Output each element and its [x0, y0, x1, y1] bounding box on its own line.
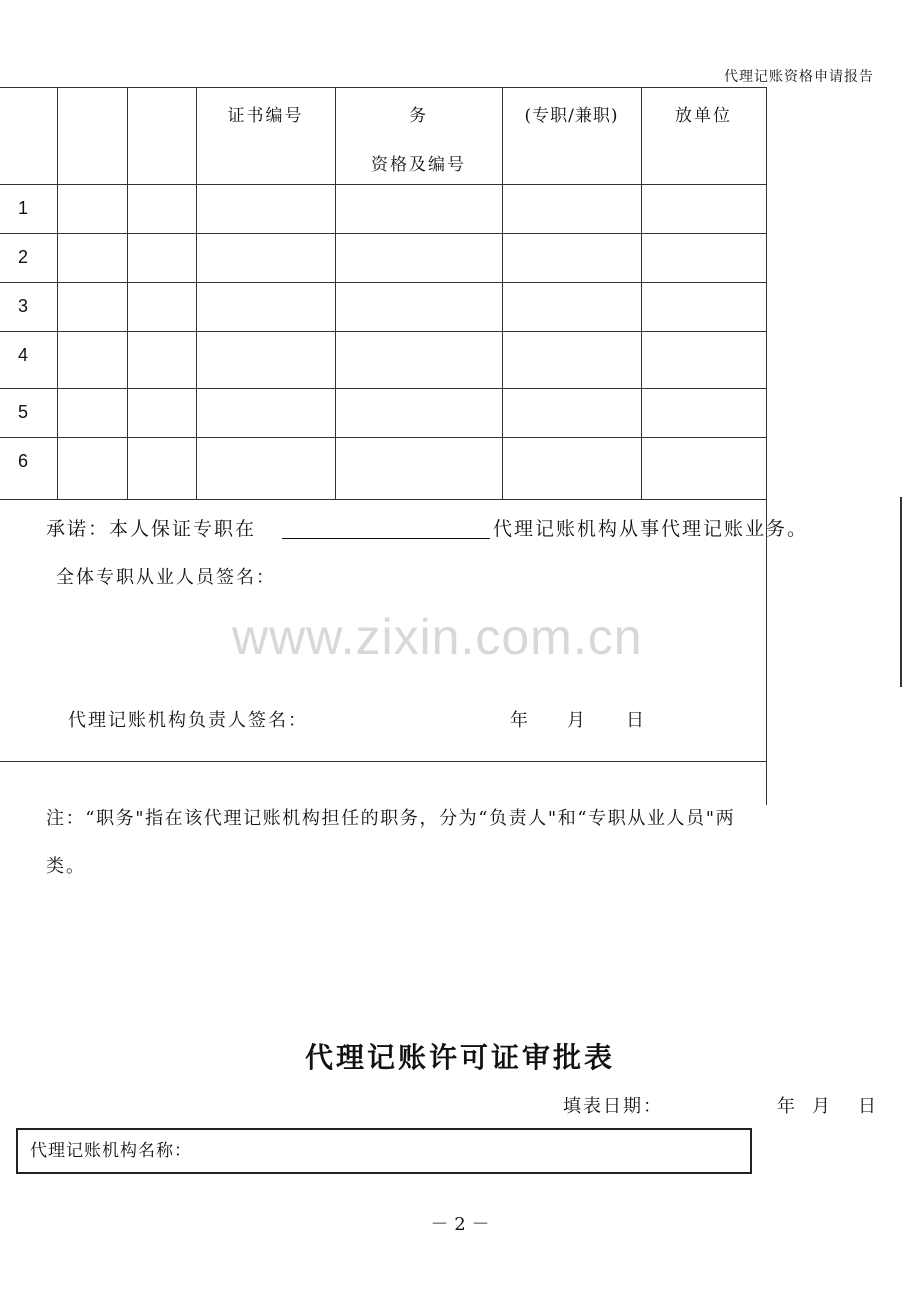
head-signature-label: 代理记账机构负责人签名：: [68, 710, 308, 731]
table-row-number: 3: [18, 296, 29, 316]
document-header-title: 代理记账资格申请报告: [724, 69, 874, 85]
table-row-number: 2: [18, 247, 29, 267]
table-row-number: 4: [18, 345, 29, 365]
agency-name-field[interactable]: [16, 1128, 752, 1174]
pledge-suffix: 代理记账机构从事代理记账业务。: [493, 518, 809, 540]
page-edge-marker: [900, 497, 902, 687]
table-row-divider: [0, 388, 767, 389]
fill-date-month: 月: [812, 1096, 832, 1117]
table-row-divider: [0, 233, 767, 234]
header-duty: 务: [409, 106, 428, 126]
fill-date-day: 日: [858, 1096, 878, 1117]
table-row-number: 1: [18, 198, 29, 218]
approval-form-title: 代理记账许可证审批表: [304, 1041, 615, 1074]
table-column-divider: [127, 87, 128, 500]
page-number: － 2 －: [430, 1214, 490, 1235]
table-row-number: 6: [18, 451, 29, 471]
table-border-bottom: [0, 761, 767, 762]
table-row-divider: [0, 331, 767, 332]
fill-date-year: 年: [777, 1096, 797, 1117]
signature-month: 月: [567, 710, 587, 731]
table-column-divider: [196, 87, 197, 500]
table-right-border: [766, 87, 767, 805]
table-row-number: 5: [18, 402, 29, 422]
note-line-1: 注：“职务"指在该代理记账机构担任的职务，分为“负责人"和“专职从业人员"两: [46, 808, 736, 829]
fill-date-label: 填表日期：: [563, 1096, 663, 1117]
staff-signature-label: 全体专职从业人员签名：: [56, 567, 276, 588]
table-border-top: [0, 87, 767, 88]
table-column-divider: [641, 87, 642, 500]
table-row-divider: [0, 437, 767, 438]
watermark: www.zixin.com.cn: [232, 609, 643, 665]
agency-name-label: 代理记账机构名称：: [30, 1141, 192, 1161]
table-column-divider: [502, 87, 503, 500]
table-column-divider: [57, 87, 58, 500]
note-line-2: 类。: [46, 856, 86, 877]
header-certificate-number: 证书编号: [227, 106, 304, 126]
table-row-divider: [0, 184, 767, 185]
header-issuing-unit: 放单位: [675, 106, 732, 126]
table-row-divider: [0, 499, 767, 500]
table-row-divider: [0, 282, 767, 283]
table-column-divider: [335, 87, 336, 500]
signature-day: 日: [626, 710, 646, 731]
signature-year: 年: [510, 710, 530, 731]
header-employment-type: (专职/兼职): [524, 106, 619, 126]
pledge-prefix: 承诺：本人保证专职在: [46, 518, 257, 540]
pledge-blank-line: [282, 538, 490, 539]
header-qualification-number: 资格及编号: [371, 155, 466, 175]
